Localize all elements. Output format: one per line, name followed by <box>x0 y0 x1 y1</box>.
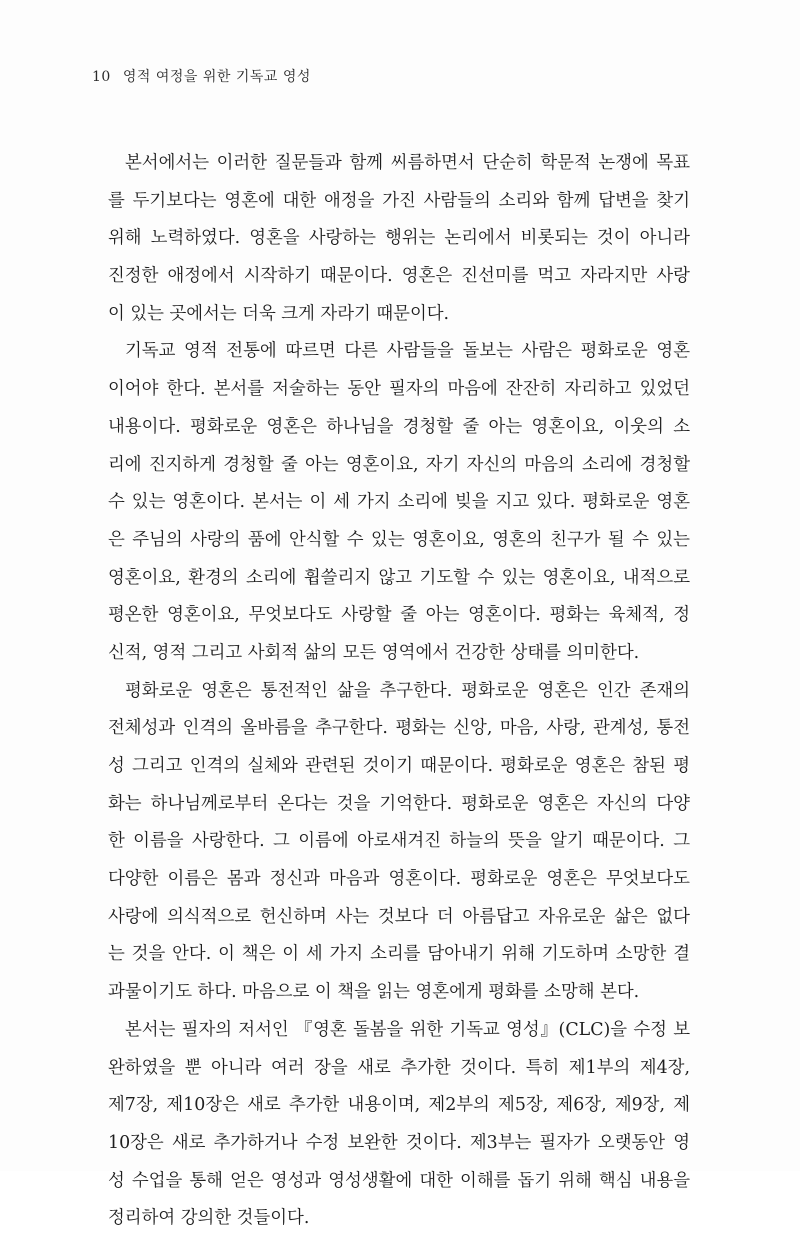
text-line: 한 이름을 사랑한다. 그 이름에 아로새겨진 하늘의 뜻을 알기 때문이다. 그 <box>108 831 690 852</box>
text-line: 기독교 영적 전통에 따르면 다른 사람들을 돌보는 사람은 평화로운 영혼 <box>125 341 690 362</box>
text-line: 이어야 한다. 본서를 저술하는 동안 필자의 마음에 잔잔히 자리하고 있었던 <box>108 379 690 400</box>
text-line: 완하였을 뿐 아니라 여러 장을 새로 추가한 것이다. 특히 제1부의 제4장, <box>108 1057 690 1078</box>
book-title: 영적 여정을 위한 기독교 영성 <box>122 69 311 85</box>
text-line: 사랑에 의식적으로 헌신하며 사는 것보다 더 아름답고 자유로운 삶은 없다 <box>108 906 690 927</box>
running-header <box>92 66 311 86</box>
text-line: 평화로운 영혼은 통전적인 삶을 추구한다. 평화로운 영혼은 인간 존재의 <box>125 680 690 701</box>
paragraph-3 <box>108 673 690 1012</box>
paragraph-4 <box>108 1012 690 1238</box>
text-line: 수 있는 영혼이다. 본서는 이 세 가지 소리에 빚을 지고 있다. 평화로운 영혼 <box>108 492 690 513</box>
text-line: 과물이기도 하다. 마음으로 이 책을 읽는 영혼에게 평화를 소망해 본다. <box>108 982 640 1003</box>
text-line: 이 있는 곳에서는 더욱 크게 자라기 때문이다. <box>108 303 450 324</box>
text-line: 영혼이요, 환경의 소리에 휩쓸리지 않고 기도할 수 있는 영혼이요, 내적으로 <box>108 567 690 588</box>
body-text <box>108 145 690 1238</box>
text-line: 리에 진지하게 경청할 줄 아는 영혼이요, 자기 자신의 마음의 소리에 경청할 <box>108 454 690 475</box>
text-line: 정리하여 강의한 것들이다. <box>108 1208 310 1229</box>
text-line: 본서에서는 이러한 질문들과 함께 씨름하면서 단순히 학문적 논쟁에 목표 <box>125 153 690 173</box>
paragraph-2 <box>108 333 690 672</box>
text-line: 성 그리고 인격의 실체와 관련된 것이기 때문이다. 평화로운 영혼은 참된 평 <box>108 756 690 776</box>
page-number: 10 <box>92 69 111 85</box>
text-line: 성 수업을 통해 얻은 영성과 영성생활에 대한 이해를 돕기 위해 핵심 내용을 <box>108 1170 690 1191</box>
paragraph-1 <box>108 145 690 333</box>
text-line: 내용이다. 평화로운 영혼은 하나님을 경청할 줄 아는 영혼이요, 이웃의 소 <box>108 416 690 437</box>
text-line: 제7장, 제10장은 새로 추가한 내용이며, 제2부의 제5장, 제6장, 제9장, 제 <box>108 1095 690 1116</box>
text-line: 화는 하나님께로부터 온다는 것을 기억한다. 평화로운 영혼은 자신의 다양 <box>108 793 690 814</box>
text-line: 평온한 영혼이요, 무엇보다도 사랑할 줄 아는 영혼이다. 평화는 육체적, 정 <box>108 605 690 626</box>
text-line: 신적, 영적 그리고 사회적 삶의 모든 영역에서 건강한 상태를 의미한다. <box>108 642 640 663</box>
text-line: 10장은 새로 추가하거나 수정 보완한 것이다. 제3부는 필자가 오랫동안 영 <box>108 1132 690 1153</box>
text-line: 전체성과 인격의 올바름을 추구한다. 평화는 신앙, 마음, 사랑, 관계성, 통전 <box>108 718 690 739</box>
text-line: 진정한 애정에서 시작하기 때문이다. 영혼은 진선미를 먹고 자라지만 사랑 <box>108 266 690 287</box>
text-line: 본서는 필자의 저서인 『영혼 돌봄을 위한 기독교 영성』(CLC)을 수정 보 <box>125 1019 690 1040</box>
text-line: 위해 노력하였다. 영혼을 사랑하는 행위는 논리에서 비롯되는 것이 아니라 <box>108 228 690 249</box>
text-line: 를 두기보다는 영혼에 대한 애정을 가진 사람들의 소리와 함께 답변을 찾기 <box>108 190 690 211</box>
text-line: 다양한 이름은 몸과 정신과 마음과 영혼이다. 평화로운 영혼은 무엇보다도 <box>108 869 690 890</box>
text-line: 는 것을 안다. 이 책은 이 세 가지 소리를 담아내기 위해 기도하며 소망한 결 <box>108 944 690 965</box>
text-line: 은 주님의 사랑의 품에 안식할 수 있는 영혼이요, 영혼의 친구가 될 수 있는 <box>108 529 690 550</box>
